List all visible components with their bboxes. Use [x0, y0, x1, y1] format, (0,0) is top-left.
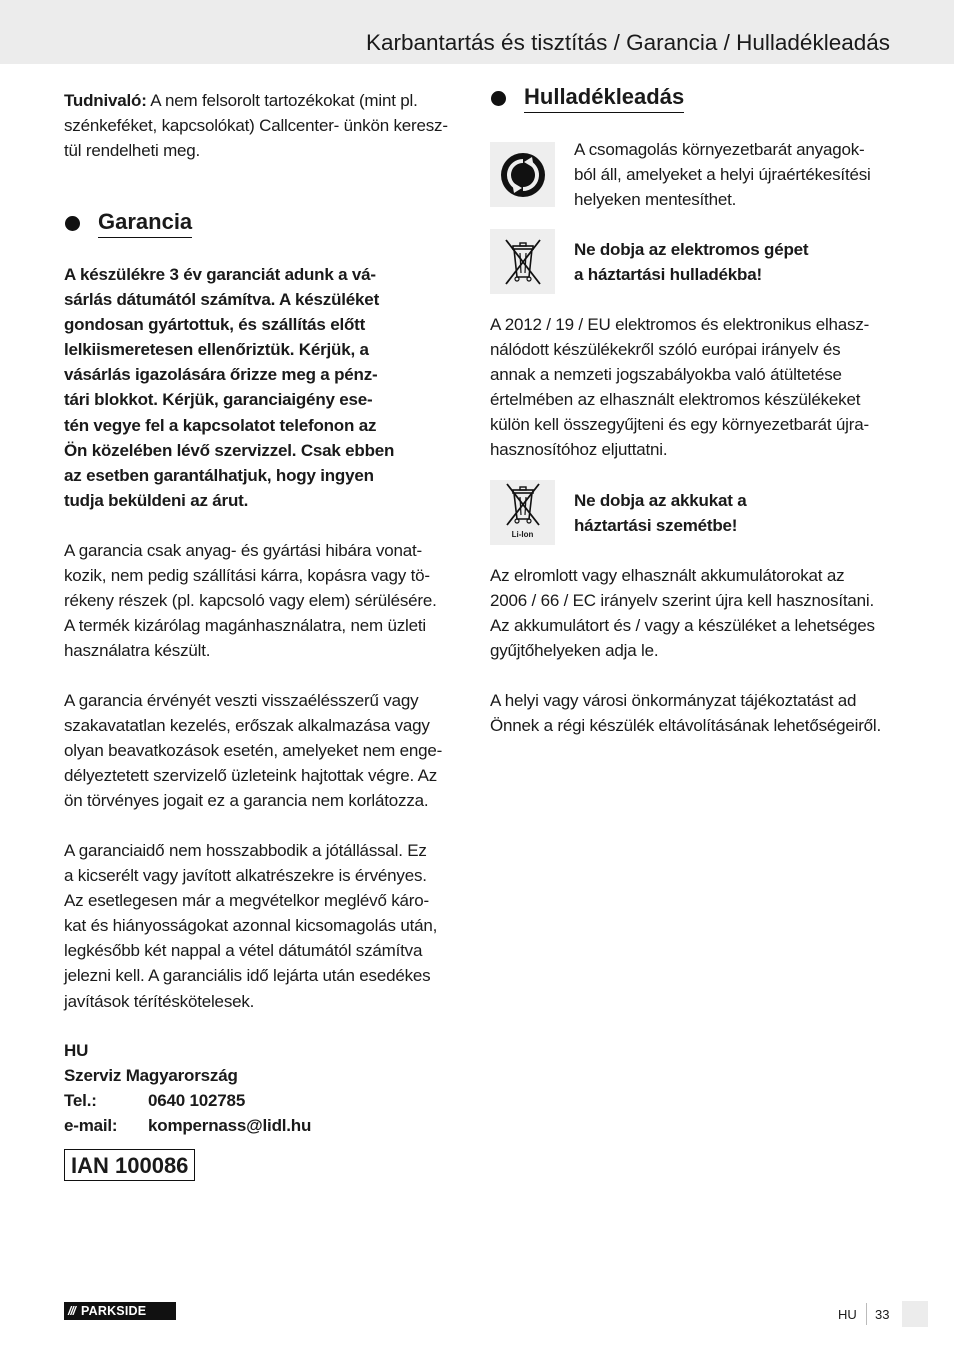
page-header-title: Karbantartás és tisztítás / Garancia / Hulladékleadás [365, 30, 890, 55]
garancia-heading-text: Garancia [98, 209, 192, 238]
li-ion-label: Li-Ion [511, 530, 534, 539]
paragraph-line: nálódott készülékekről szóló európai irányelv és [490, 340, 841, 360]
paragraph-line: legkésőbb két nappal a vétel dátumától számítva [64, 941, 423, 961]
tel-value: 0640 102785 [148, 1091, 246, 1111]
warranty-line: Ön közelében lévő szervizzel. Csak ebben [64, 440, 395, 460]
note-line: tül rendelheti meg. [64, 141, 201, 161]
paragraph-line: jelezni kell. A garanciális idő lejárta után esedékes [64, 966, 431, 986]
paragraph-line: javítások térítéskötelesek. [64, 991, 255, 1011]
paragraph-line: Az esetlegesen már a megvételkor meglévő káro- [64, 891, 429, 911]
warranty-line: tén vegye fel a kapcsolatot telefonon az [64, 415, 377, 435]
warranty-void-paragraph [64, 688, 442, 813]
tel-label: Tel.: [64, 1091, 97, 1111]
email-value: kompernass@lidl.hu [148, 1116, 312, 1136]
warranty-line: lelkiismeretesen ellenőriztük. Kérjük, a [64, 340, 369, 360]
paragraph-line: A 2012 / 19 / EU elektromos és elektronikus elhasz- [490, 315, 870, 334]
paragraph-line: használatra készült. [64, 641, 211, 661]
warning-line: Ne dobja az elektromos gépet [574, 240, 809, 259]
footer-grey-box [902, 1301, 928, 1327]
logo-stripes: /// [68, 1304, 76, 1318]
paragraph-line: kat és hiányosságokat azonnal kicsomagolás után, [64, 916, 438, 936]
service-email-row [64, 1113, 311, 1138]
note-line: A nem felsorolt tartozékokat (mint pl. [146, 91, 418, 110]
crossed-bin-icon [490, 229, 555, 294]
paragraph-line: Az elromlott vagy elhasznált akkumulátorokat az [490, 566, 845, 585]
bullet-icon [65, 216, 80, 231]
battery-recycling-paragraph [490, 563, 875, 663]
warranty-line: sárlás dátumától számítva. A készüléket [64, 290, 380, 310]
ian-number-box: IAN 100086 [64, 1149, 195, 1181]
warranty-line: vásárlás igazolására őrizze meg a pénz- [64, 365, 378, 385]
paragraph-line: Az akkumulátort és / vagy a készüléket a lehetséges [490, 616, 875, 636]
warning-line: háztartási szemétbe! [574, 516, 738, 536]
paragraph-line: ból áll, amelyeket a helyi újraértékesítési [574, 165, 871, 185]
service-contact [64, 1038, 311, 1138]
packaging-paragraph [574, 137, 871, 212]
battery-bin-icon [490, 480, 555, 545]
warranty-line: A készülékre 3 év garanciát adunk a vá- [64, 265, 376, 284]
warranty-line: tári blokkot. Kérjük, garanciaigény ese- [64, 390, 373, 410]
warning-line: Ne dobja az akkukat a [574, 491, 747, 510]
paragraph-line: kozik, nem pedig szállítási kárra, kopásra vagy tö- [64, 566, 430, 586]
paragraph-line: olyan beavatkozások esetén, amelyeket nem enge- [64, 741, 443, 761]
paragraph-line: hasznosítóhoz eljuttatni. [490, 440, 668, 460]
paragraph-line: annak a nemzeti jogszabályokba való átültetése [490, 365, 842, 385]
garancia-heading [65, 208, 192, 238]
battery-warning [574, 488, 746, 538]
paragraph-line: A garancia érvényét veszti visszaélésszerű vagy [64, 691, 419, 710]
paragraph-line: a kicserélt vagy javított alkatrészekre is érvényes. [64, 866, 427, 886]
paragraph-line: szakavatatlan kezelés, erőszak alkalmazása vagy [64, 716, 430, 736]
logo-text: PARKSIDE [81, 1304, 147, 1318]
paragraph-line: délyeztetett szervizelő üzleteink hajtottak végre. Az [64, 766, 438, 786]
weee-warning [574, 237, 808, 287]
paragraph-line: értelmében az elhasznált elektromos készülékeket [490, 390, 861, 410]
service-tel-row [64, 1088, 311, 1113]
footer-language: HU [838, 1307, 857, 1322]
hulladekleadas-heading-text: Hulladékleadás [524, 84, 684, 113]
paragraph-line: A csomagolás környezetbarát anyagok- [574, 140, 865, 159]
warning-line: a háztartási hulladékba! [574, 265, 762, 285]
footer-divider [866, 1303, 867, 1325]
parkside-logo [64, 1302, 176, 1320]
note-line: szénkeféket, kapcsolókat) Callcenter- ünkön keresz- [64, 116, 448, 136]
note-label: Tudnivaló: [64, 91, 147, 110]
paragraph-line: külön kell összegyűjteni és egy környezetbarát újra- [490, 415, 869, 435]
hulladekleadas-heading [491, 83, 684, 113]
warranty-terms-bold [64, 262, 394, 513]
warranty-line: tudja beküldeni az árut. [64, 490, 249, 510]
service-name: Szerviz Magyarország [64, 1066, 238, 1086]
paragraph-line: Önnek a régi készülék eltávolításának lehetőségeiről. [490, 716, 882, 736]
paragraph-line: gyűjtőhelyeken adja le. [490, 641, 659, 661]
paragraph-line: 2006 / 66 / EC irányelv szerint újra kell hasznosítani. [490, 591, 874, 611]
paragraph-line: helyeken mentesíthet. [574, 190, 737, 210]
warranty-period-paragraph [64, 838, 437, 1014]
service-country: HU [64, 1041, 89, 1060]
accessory-note [64, 88, 448, 163]
paragraph-line: rékeny részek (pl. kapcsoló vagy elem) sérülésére. [64, 591, 437, 611]
warranty-line: az esetben garantálhatjuk, hogy ingyen [64, 465, 374, 485]
paragraph-line: A garanciaidő nem hosszabbodik a jótállással. Ez [64, 841, 427, 860]
email-label: e-mail: [64, 1116, 118, 1136]
paragraph-line: A termék kizárólag magánhasználatra, nem üzleti [64, 616, 426, 636]
paragraph-line: A helyi vagy városi önkormányzat tájékoztatást ad [490, 691, 857, 710]
warranty-scope-paragraph [64, 538, 437, 663]
weee-directive-paragraph [490, 312, 869, 463]
local-authority-paragraph [490, 688, 881, 738]
warranty-line: gondosan gyártottuk, és szállítás előtt [64, 315, 366, 335]
page-number: 33 [875, 1307, 890, 1322]
green-dot-icon [490, 142, 555, 207]
paragraph-line: A garancia csak anyag- és gyártási hibára vonat- [64, 541, 422, 560]
paragraph-line: ön törvényes jogait ez a garancia nem korlátozza. [64, 791, 429, 811]
bullet-icon [491, 91, 506, 106]
